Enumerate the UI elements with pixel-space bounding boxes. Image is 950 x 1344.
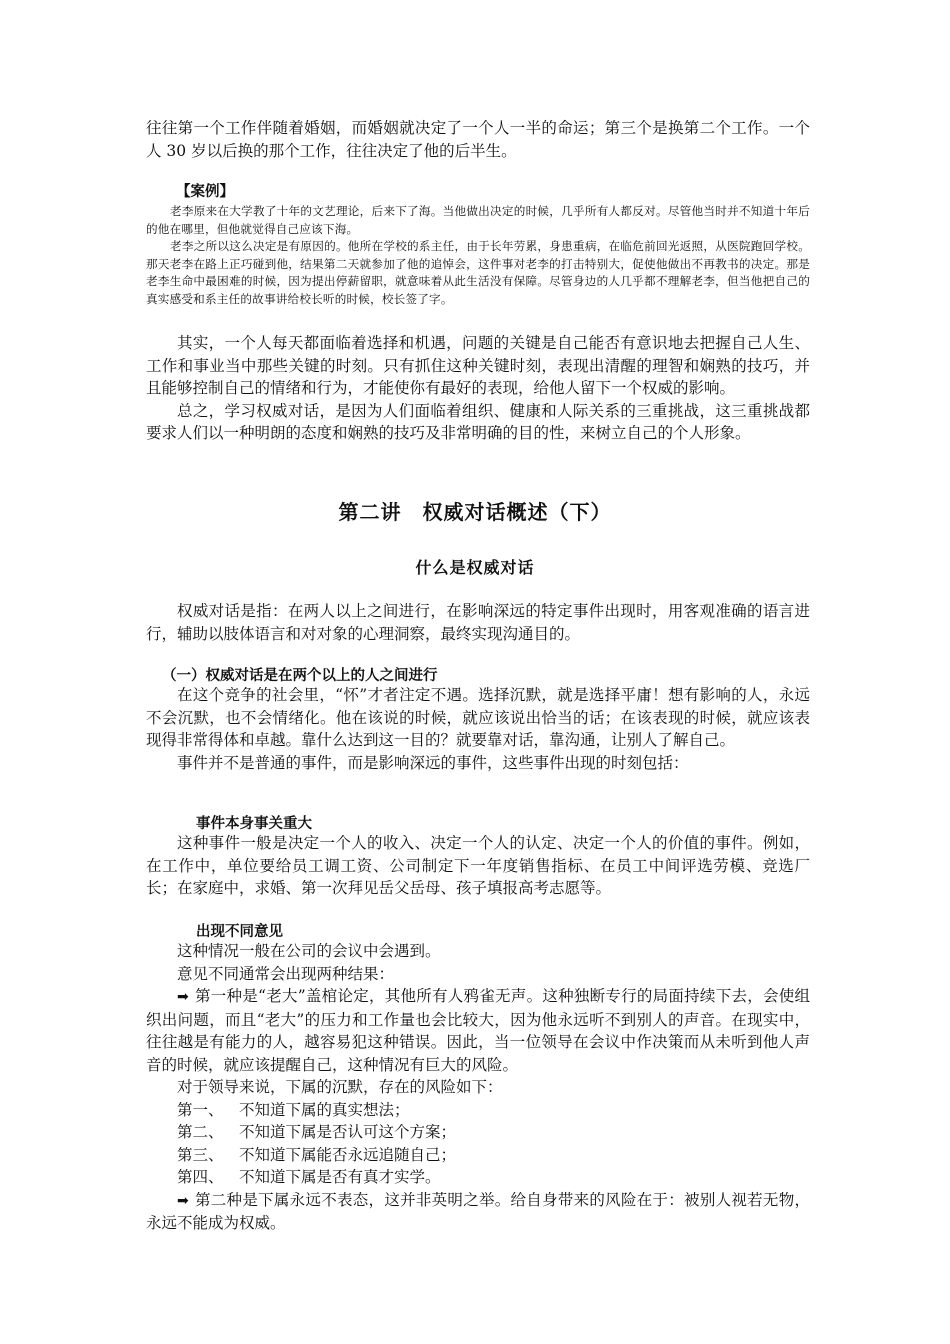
arrow-right-icon: ➡	[177, 989, 189, 1005]
intro-section	[146, 117, 810, 162]
definition-paragraph: 权威对话是指：在两人以上之间进行，在影响深远的特定事件出现时，用客观准确的语言进行，辅助以肢体语言和对对象的心理洞察，最终实现沟通目的。	[146, 602, 810, 643]
risk-list	[146, 1099, 810, 1189]
section-1-heading: （一）权威对话是在两个以上的人之间进行	[162, 668, 438, 684]
subsection-1-paragraph: 这种事件一般是决定一个人的收入、决定一个人的认定、决定一个人的价值的事件。例如，在工作中，单位要给员工调工资、公司制定下一年度销售指标、在员工中间评选劳模、竞选厂长；在家庭中，求婚、第一次拜见岳父岳母、孩子填报高考志愿等。	[146, 834, 810, 897]
risk-text: 不知道下属是否认可这个方案；	[239, 1123, 457, 1141]
risk-text: 不知道下属的真实想法；	[239, 1100, 410, 1119]
risk-text: 不知道下属能否永远追随自己；	[239, 1145, 457, 1164]
lecture-subtitle: 什么是权威对话	[415, 558, 535, 577]
risk-number: 第二、	[177, 1123, 224, 1141]
section-1-paragraph-2: 事件并不是普通的事件，而是影响深远的事件，这些事件出现的时刻包括：	[177, 753, 689, 772]
second-result-text: 第二种是下属永远不表态，这并非英明之举。给自身带来的风险在于：被别人视若无物，永远不能成为权威。	[146, 1190, 810, 1232]
subsection-1-body	[146, 832, 810, 900]
risk-item	[177, 1144, 810, 1167]
body-paragraph-2: 总之，学习权威对话，是因为人们面临着组织、健康和人际关系的三重挑战，这三重挑战都要求人们以一种明朗的态度和娴熟的技巧及非常明确的目的性，来树立自己的个人形象。	[146, 401, 810, 442]
risk-item	[177, 1099, 810, 1122]
body-paragraph-1: 其实，一个人每天都面临着选择和机遇，问题的关键是自己能否有意识地去把握自己人生、工作和事业当中那些关键的时刻。只有抓住这种关键时刻，表现出清醒的理智和娴熟的技巧，并且能够控制自己的情绪和行为，才能使你有最好的表现，给他人留下一个权威的影响。	[146, 334, 810, 397]
subsection-1-heading: 事件本身事关重大	[196, 816, 312, 832]
section-1-body	[146, 684, 810, 774]
arrow-right-icon: ➡	[177, 1192, 189, 1209]
lecture-title: 第二讲 权威对话概述（下）	[338, 500, 612, 524]
case-paragraph-2: 老李之所以这么决定是有原因的。他所在学校的系主任，由于长年劳累，身患重病，在临危前回光返照，从医院跑回学校。那天老李在路上正巧碰到他，结果第二天就参加了他的追悼会，这件事对老李的打击特别大，促使他做出不再教书的决定。那是老李生命中最困难的时候，因为提出停薪留职，就意味着从此生活没有保障。尽管身边的人几乎都不理解老李，但当他把自己的真实感受和系主任的故事讲给校长听的时候，校长签了字。	[146, 239, 810, 306]
risk-text: 不知道下属是否有真才实学。	[239, 1168, 441, 1186]
subsection-2-paragraph-4: 对于领导来说，下属的沉默，存在的风险如下：	[177, 1078, 503, 1096]
subsection-2-paragraph-3	[146, 985, 810, 1076]
subsection-2-paragraph-5	[146, 1189, 810, 1235]
subsection-2-heading: 出现不同意见	[196, 924, 283, 940]
definition-section	[146, 600, 810, 645]
risk-item	[177, 1121, 810, 1144]
section-1-paragraph-1: 在这个竞争的社会里，“怀”才者注定不遇。选择沉默，就是选择平庸！想有影响的人，永远不会沉默，也不会情绪化。他在该说的时候，就应该说出恰当的话；在该表现的时候，就应该表现得非常得体和卓越。靠什么达到这一目的？就要靠对话，靠沟通，让别人了解自己。	[146, 686, 810, 749]
first-result-text: 第一种是“老大”盖棺论定，其他所有人鸦雀无声。这种独断专行的局面持续下去，会使组织出问题，而且“老大”的压力和工作量也会比较大，因为他永远听不到别人的声音。在现实中，往往越是有能力的人，越容易犯这种错误。因此，当一位领导在会议中作决策而从未听到他人声音的时候，就应该提醒自己，这种情况有巨大的风险。	[146, 987, 810, 1074]
intro-paragraph: 往往第一个工作伴随着婚姻，而婚姻就决定了一个人一半的命运；第三个是换第二个工作。一个人 30 岁以后换的那个工作，往往决定了他的后半生。	[146, 119, 810, 160]
risk-number: 第一、	[177, 1100, 224, 1119]
case-title: 【案例】	[176, 184, 234, 200]
subsection-2-body	[146, 940, 810, 1235]
risk-number: 第四、	[177, 1168, 224, 1186]
subsection-2-paragraph-2: 意见不同通常会出现两种结果：	[177, 964, 395, 983]
risk-item	[177, 1166, 810, 1189]
subsection-2-paragraph-1: 这种情况一般在公司的会议中会遇到。	[177, 942, 441, 960]
case-section	[146, 203, 810, 309]
risk-number: 第三、	[177, 1145, 224, 1164]
case-paragraph-1: 老李原来在大学教了十年的文艺理论，后来下了海。当他做出决定的时候，几乎所有人都反对。尽管他当时并不知道十年后的他在哪里，但他就觉得自己应该下海。	[146, 204, 810, 236]
body-section-1	[146, 332, 810, 445]
